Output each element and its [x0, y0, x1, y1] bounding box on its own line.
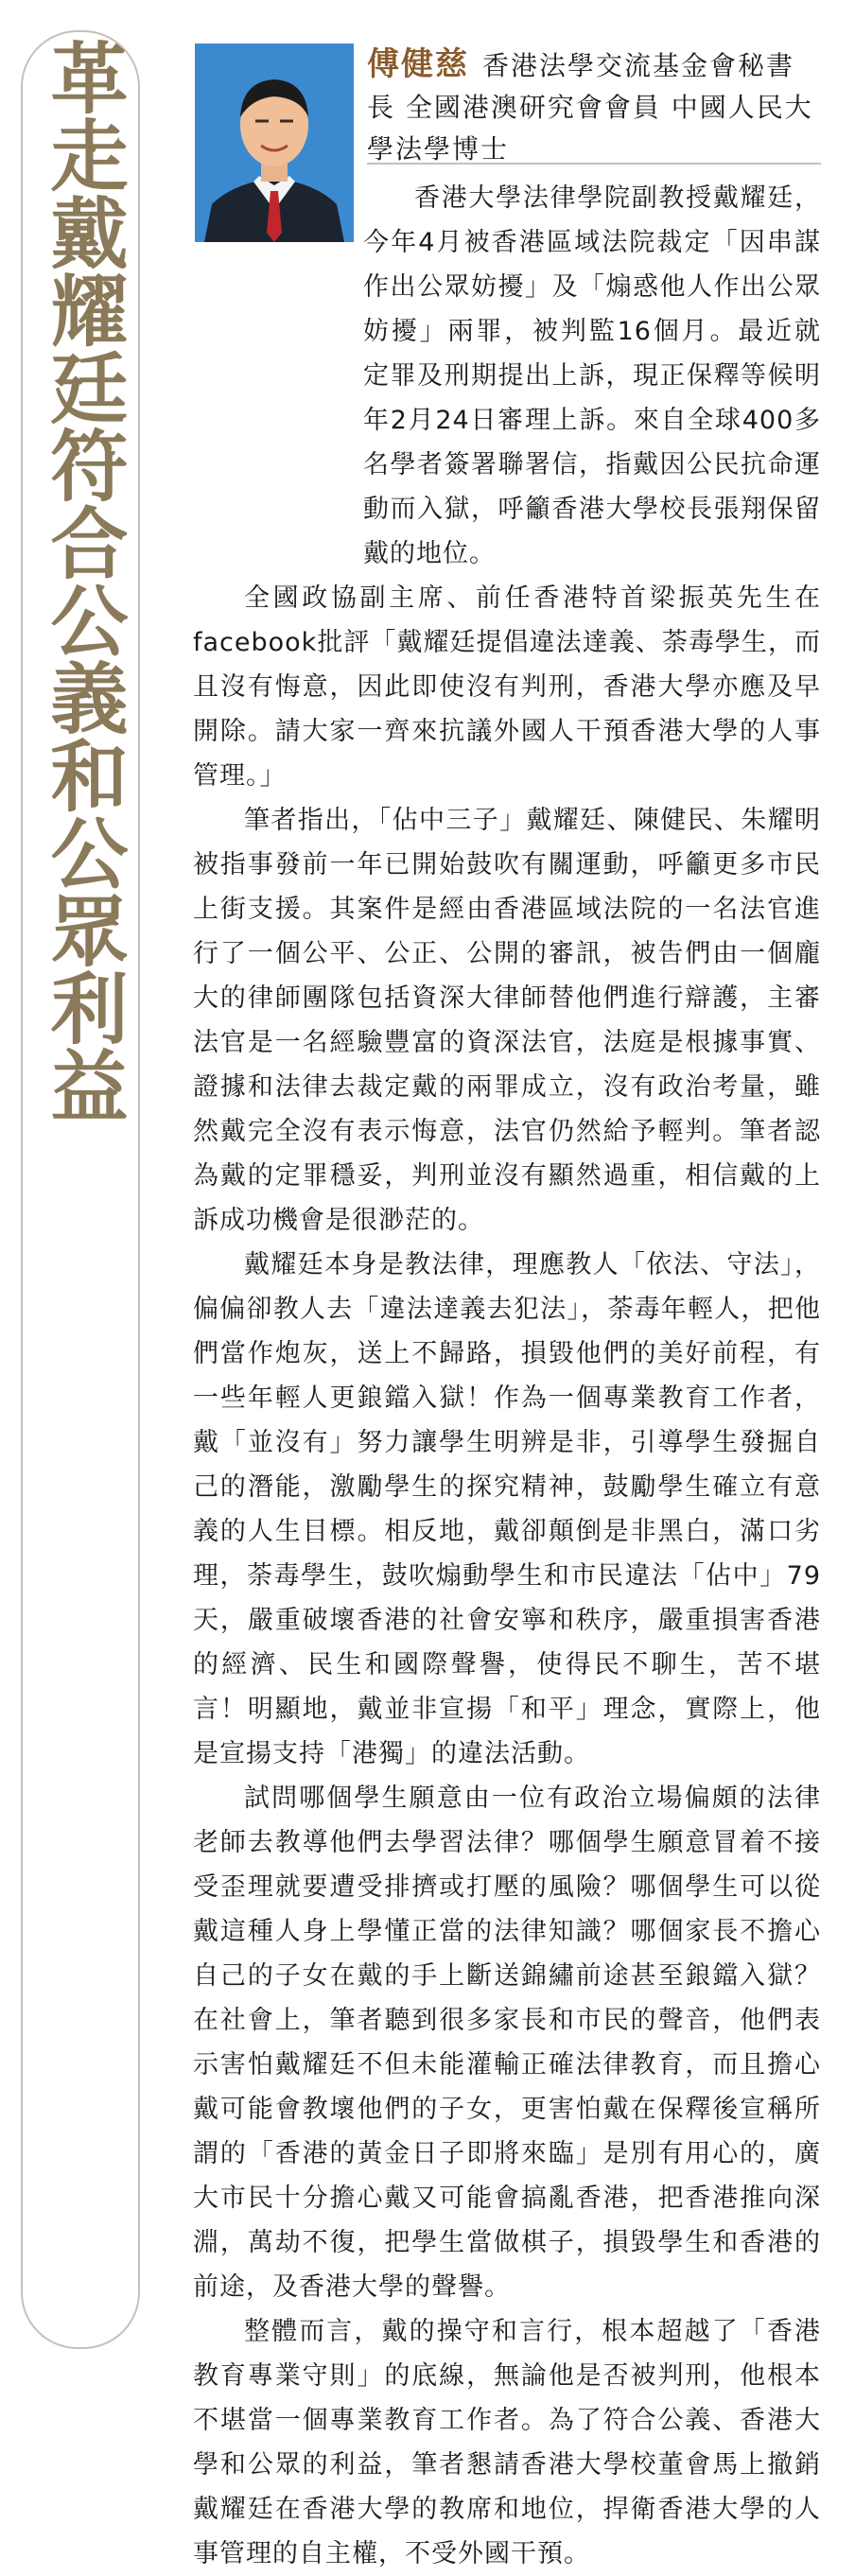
author-name: 傅健慈: [367, 45, 469, 83]
byline-divider: [367, 163, 821, 165]
article-body: [193, 176, 821, 2576]
author-bio: 香港法學交流基金會秘書長 全國港澳研究會會員 中國人民大學法學博士: [367, 50, 813, 165]
paragraph-5: 試問哪個學生願意由一位有政治立場偏頗的法律老師去教導他們去學習法律？哪個學生願意冒着不接受歪理就要遭受排擠或打壓的風險？哪個學生可以從戴這種人身上學懂正當的法律知識？哪個家長不擔心自己的子女在戴的手上斷送錦繡前途甚至鋃鐺入獄？在社會上，筆者聽到很多家長和市民的聲音，他們表示害怕戴耀廷不但未能灌輸正確法律教育，而且擔心戴可能會教壞他們的子女，更害怕戴在保釋後宣稱所謂的「香港的黃金日子即將來臨」是別有用心的，廣大市民十分擔心戴又可能會搞亂香港，把香港推向深淵，萬劫不復，把學生當做棋子，損毀學生和香港的前途，及香港大學的聲譽。: [193, 1784, 821, 2302]
paragraph-6: 整體而言，戴的操守和言行，根本超越了「香港教育專業守則」的底線，無論他是否被判刑，他根本不堪當一個專業教育工作者。為了符合公義、香港大學和公眾的利益，筆者懇請香港大學校董會馬上撤銷戴耀廷在香港大學的教席和地位，捍衛香港大學的人事管理的自主權，不受外國干預。: [193, 2317, 821, 2568]
paragraph-3: 筆者指出，「佔中三子」戴耀廷、陳健民、朱耀明被指事發前一年已開始鼓吹有關運動，呼籲更多市民上街支援。其案件是經由香港區域法院的一名法官進行了一個公平、公正、公開的審訊，被告們由一個龐大的律師團隊包括資深大律師替他們進行辯護，主審法官是一名經驗豐富的資深法官，法庭是根據事實、證據和法律去裁定戴的兩罪成立，沒有政治考量，雖然戴完全沒有表示悔意，法官仍然給予輕判。筆者認為戴的定罪穩妥，判刑並沒有顯然過重，相信戴的上訴成功機會是很渺茫的。: [193, 806, 821, 1235]
paragraph-2: 全國政協副主席、前任香港特首梁振英先生在facebook批評「戴耀廷提倡違法達義、荼毒學生，而且沒有悔意，因此即使沒有判刑，香港大學亦應及早開除。請大家一齊來抗議外國人干預香港大學的人事管理。」: [193, 583, 821, 791]
paragraph-1: 香港大學法律學院副教授戴耀廷，今年4月被香港區域法院裁定「因串謀作出公眾妨擾」及「煽惑他人作出公眾妨擾」兩罪，被判監16個月。最近就定罪及刑期提出上訴，現正保釋等候明年2月24日審理上訴。來自全球400多名學者簽署聯署信，指戴因公民抗命運動而入獄，呼籲香港大學校長張翔保留戴的地位。: [363, 183, 821, 568]
author-byline: [367, 44, 821, 170]
headline: 革走戴耀廷符合公義和公眾利益: [38, 38, 128, 1123]
paragraph-4: 戴耀廷本身是教法律，理應教人「依法、守法」，偏偏卻教人去「違法達義去犯法」，荼毒年輕人，把他們當作炮灰，送上不歸路，損毀他們的美好前程，有一些年輕人更鋃鐺入獄！作為一個專業教育工作者，戴「並沒有」努力讓學生明辨是非，引導學生發掘自己的潛能，激勵學生的探究精神，鼓勵學生確立有意義的人生目標。相反地，戴卻顛倒是非黑白，滿口劣理，荼毒學生，鼓吹煽動學生和市民違法「佔中」79天，嚴重破壞香港的社會安寧和秩序，嚴重損害香港的經濟、民生和國際聲譽，使得民不聊生，苦不堪言！明顯地，戴並非宣揚「和平」理念，實際上，他是宣揚支持「港獨」的違法活動。: [193, 1250, 821, 1768]
